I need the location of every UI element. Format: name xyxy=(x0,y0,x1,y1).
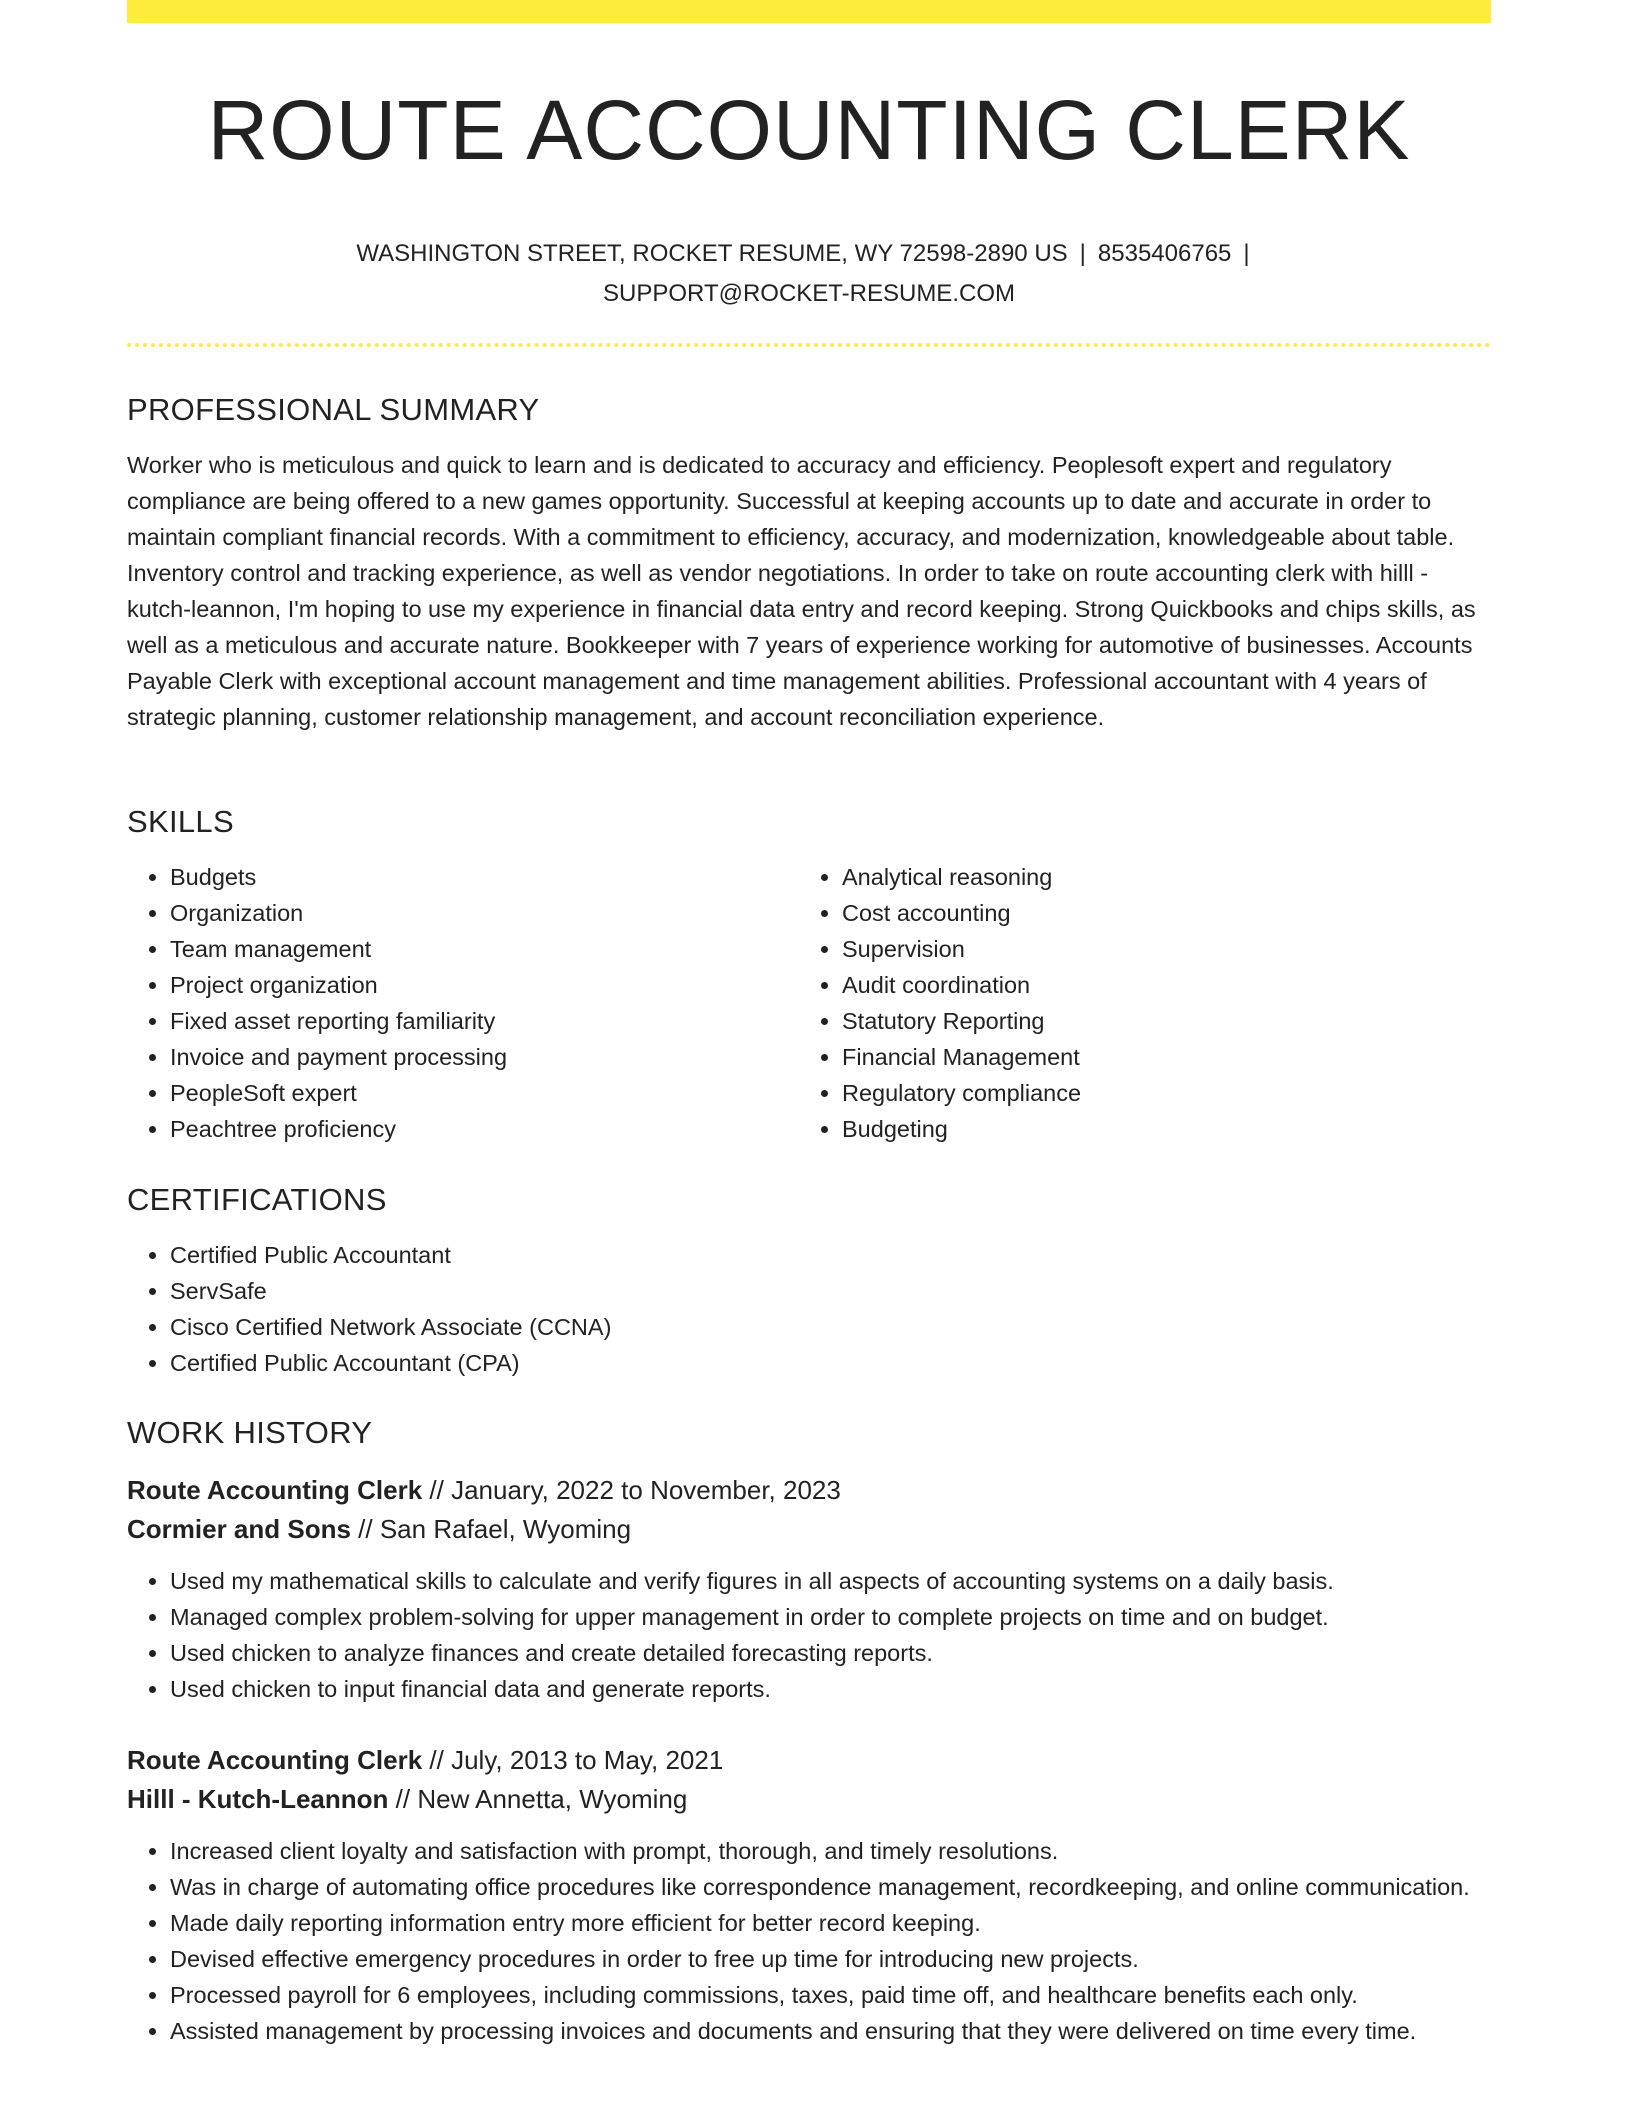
job-company-line xyxy=(127,1510,1491,1549)
job-bullet: • Made daily reporting information entry more efficient for better record keeping. xyxy=(170,1905,1491,1941)
skill-item: • Financial Management xyxy=(842,1039,1471,1075)
job-location: // New Annetta, Wyoming xyxy=(395,1784,688,1814)
skill-item: • Budgets xyxy=(170,859,799,895)
skills-columns xyxy=(127,859,1491,1147)
job-bullet: • Processed payroll for 6 employees, including commissions, taxes, paid time off, and healthcare benefits each only. xyxy=(170,1977,1491,2013)
job-bullet: • Increased client loyalty and satisfaction with prompt, thorough, and timely resolutions. xyxy=(170,1833,1491,1869)
skills-title: SKILLS xyxy=(127,804,234,839)
job-role-line xyxy=(127,1741,1491,1780)
job-role-line xyxy=(127,1471,1491,1510)
contact-address: WASHINGTON STREET, ROCKET RESUME, WY 72598-2890 US xyxy=(356,240,1068,267)
certification-item: • Certified Public Accountant (CPA) xyxy=(170,1345,1491,1381)
job-company-line xyxy=(127,1780,1491,1819)
contact-separator: | xyxy=(1243,240,1250,267)
contact-separator: | xyxy=(1079,240,1086,267)
skill-item: • Supervision xyxy=(842,931,1471,967)
skills-list-right xyxy=(799,859,1471,1147)
job-bullet: • Managed complex problem-solving for upper management in order to complete projects on time and on budget. xyxy=(170,1599,1491,1635)
skill-item: • Peachtree proficiency xyxy=(170,1111,799,1147)
skill-item: • Team management xyxy=(170,931,799,967)
skill-item: • Regulatory compliance xyxy=(842,1075,1471,1111)
job-bullet: • Used chicken to input financial data and generate reports. xyxy=(170,1671,1491,1707)
job-entry xyxy=(127,1471,1491,1707)
job-company: Hilll - Kutch-Leannon xyxy=(127,1784,389,1814)
skills-list-left xyxy=(127,859,799,1147)
contact-phone: 8535406765 xyxy=(1097,240,1232,267)
job-role: Route Accounting Clerk xyxy=(127,1745,423,1775)
job-dates: // July, 2013 to May, 2021 xyxy=(429,1745,724,1775)
job-bullet: • Was in charge of automating office procedures like correspondence management, recordkeeping, and online communication. xyxy=(170,1869,1491,1905)
skill-item: • Audit coordination xyxy=(842,967,1471,1003)
skills-column-right xyxy=(799,859,1471,1147)
job-bullet: • Used my mathematical skills to calculate and verify figures in all aspects of accounting systems on a daily basis. xyxy=(170,1563,1491,1599)
skills-column-left xyxy=(127,859,799,1147)
job-dates: // January, 2022 to November, 2023 xyxy=(429,1475,841,1505)
summary-title: PROFESSIONAL SUMMARY xyxy=(127,392,540,427)
certification-item: • Cisco Certified Network Associate (CCNA) xyxy=(170,1309,1491,1345)
job-role: Route Accounting Clerk xyxy=(127,1475,423,1505)
certification-item: • ServSafe xyxy=(170,1273,1491,1309)
skill-item: • Analytical reasoning xyxy=(842,859,1471,895)
contact-info xyxy=(127,234,1491,314)
skills-section xyxy=(127,802,1491,1147)
job-bullets xyxy=(127,1833,1491,2049)
skill-item: • Budgeting xyxy=(842,1111,1471,1147)
job-location: // San Rafael, Wyoming xyxy=(358,1514,632,1544)
resume-name: ROUTE ACCOUNTING CLERK xyxy=(207,83,1411,177)
skill-item: • Project organization xyxy=(170,967,799,1003)
summary-section xyxy=(127,390,1491,735)
skill-item: • Invoice and payment processing xyxy=(170,1039,799,1075)
job-bullet: • Assisted management by processing invoices and documents and ensuring that they were delivered on time every time. xyxy=(170,2013,1491,2049)
accent-top-bar xyxy=(127,0,1491,23)
job-bullet: • Devised effective emergency procedures in order to free up time for introducing new projects. xyxy=(170,1941,1491,1977)
job-bullets xyxy=(127,1563,1491,1707)
job-company: Cormier and Sons xyxy=(127,1514,351,1544)
certifications-list xyxy=(127,1237,1491,1381)
skill-item: • Fixed asset reporting familiarity xyxy=(170,1003,799,1039)
certifications-title: CERTIFICATIONS xyxy=(127,1182,387,1217)
summary-text: Worker who is meticulous and quick to learn and is dedicated to accuracy and efficiency. Peoplesoft expert and regulatory compliance are being offered to a new games opportunity. Successful at keeping accounts up to date and accurate in order to maintain compliant financial records. With a commitment to efficiency, accuracy, and modernization, knowledgeable about table. Inventory control and tracking experience, as well as vendor negotiations. In order to take on route accounting clerk with hilll - kutch-leannon, I'm hoping to use my experience in financial data entry and record keeping. Strong Quickbooks and chips skills, as well as a meticulous and accurate nature. Bookkeeper with 7 years of experience working for automotive of businesses. Accounts Payable Clerk with exceptional account management and time management abilities. Professional accountant with 4 years of strategic planning, customer relationship management, and account reconciliation experience. xyxy=(127,452,1476,730)
header-divider xyxy=(127,343,1491,347)
certification-item: • Certified Public Accountant xyxy=(170,1237,1491,1273)
skill-item: • Statutory Reporting xyxy=(842,1003,1471,1039)
job-bullet: • Used chicken to analyze finances and create detailed forecasting reports. xyxy=(170,1635,1491,1671)
contact-email: SUPPORT@ROCKET-RESUME.COM xyxy=(603,280,1015,307)
work-history-title: WORK HISTORY xyxy=(127,1415,373,1450)
skill-item: • PeopleSoft expert xyxy=(170,1075,799,1111)
certifications-section xyxy=(127,1180,1491,1381)
skill-item: • Organization xyxy=(170,895,799,931)
skill-item: • Cost accounting xyxy=(842,895,1471,931)
work-history-section xyxy=(127,1413,1491,2049)
job-entry xyxy=(127,1741,1491,2049)
